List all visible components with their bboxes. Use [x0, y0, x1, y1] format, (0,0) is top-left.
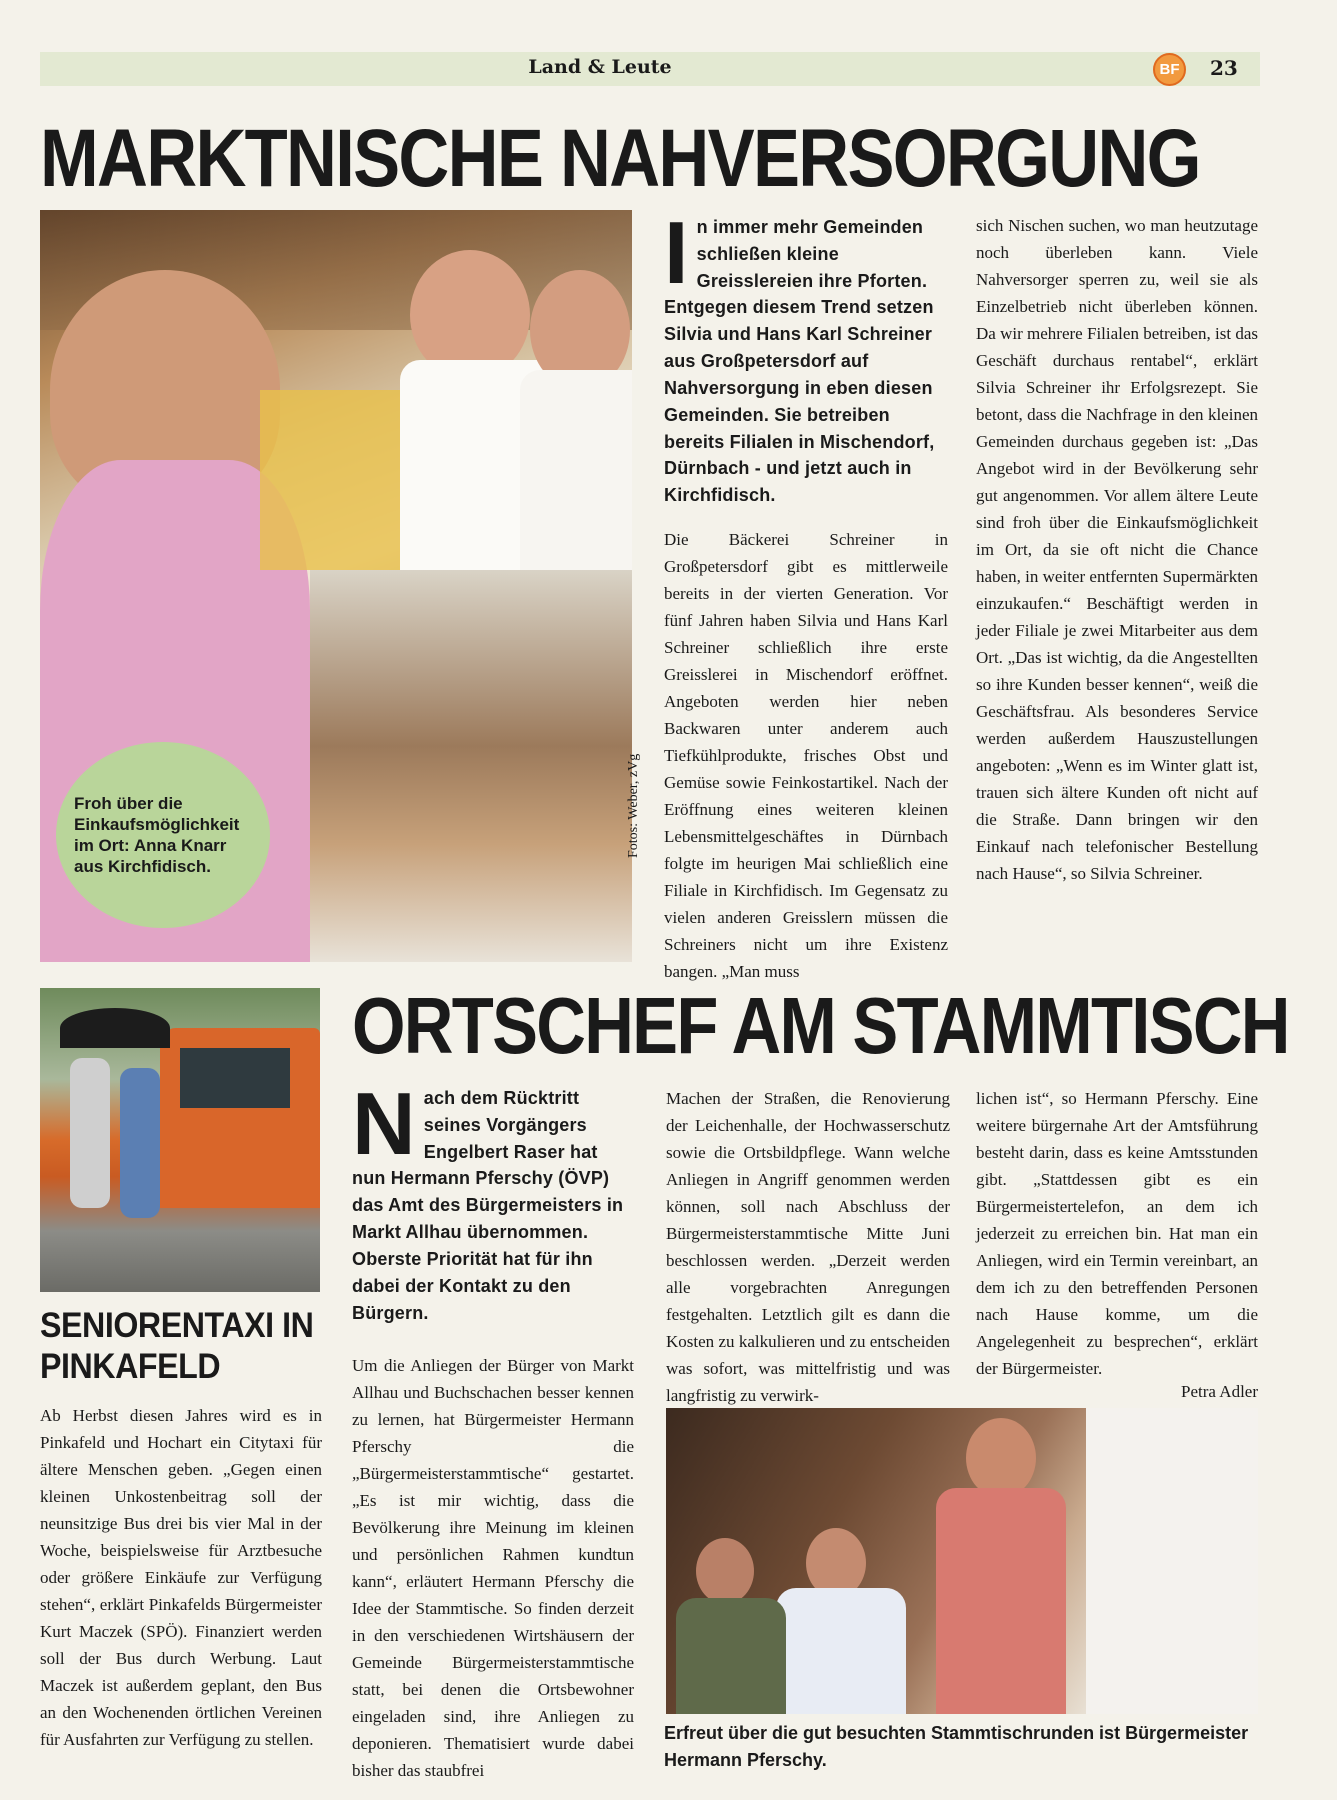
- body-column-1: Die Bäckerei Schreiner in Großpetersdorf gibt es mittlerweile bereits in der vierten Generation. Vor fünf Jahren haben Silvia und Hans Karl Schreiner schließlich ihre erste Greisslerei in Mischendorf eröffnet. Angeboten werden hier neben Backwaren unter anderem auch Tiefkühlprodukte, frisches Obst und Gemüse sowie Feinkostartikel. Nach der Eröffnung eines weiteren kleinen Lebensmittelgeschäftes in Dürnbach folgte im heurigen Mai schließlich eine Filiale in Kirchfidisch. Im Gegensatz zu vielen anderen Greisslern müssen die Schreiners nicht um ihre Existenz bangen. „Man muss: [664, 530, 948, 982]
- lead-paragraph-nahversorgung: [664, 203, 940, 509]
- headline-seniorentaxi: SENIORENTAXI IN PINKAFELD: [40, 1306, 314, 1387]
- lead-text: n immer mehr Gemeinden schließen kleine Greisslereien ihre Pforten. Entgegen diesem Trend setzen Silvia und Hans Karl Schreiner aus Großpetersdorf auf Nahversorgung in eben diesen Gemeinden. Sie betreiben bereits Filialen in Mischendorf, Dürnbach - und jetzt auch in Kirchfidisch.: [664, 217, 935, 506]
- drop-cap: N: [352, 1074, 416, 1173]
- headline-stammtisch: ORTSCHEF AM STAMMTISCH: [352, 981, 1289, 1070]
- body-column-stammtisch-1: Um die Anliegen der Bürger von Markt Allhau und Buchschachen besser kennen zu lernen, hat Bürgermeister Hermann Pferschy die „Bürgermeisterstammtische“ gestartet. „Es ist mir wichtig, dass die Bevölkerung ihre Meinung im kleinen und persönlichen Rahmen kundtun kann“, erläutert Hermann Pferschy die Idee der Stammtische. So finden derzeit in den verschiedenen Wirtshäusern der Gemeinde Bürgermeisterstammtische statt, bei denen die Ortsbewohner eingeladen sind, ihre Anliegen zu deponieren. Thematisiert wurde dabei bisher das staubfrei: [352, 1356, 634, 1781]
- body-column-2: sich Nischen suchen, wo man heutzutage noch überleben kann. Viele Nahversorger sperren zu, weil sie als Einzelbetrieb nicht überleben können. Da wir mehrere Filialen betreiben, ist das Geschäft durchaus rentabel“, erklärt Silvia Schreiner ihr Erfolgsrezept. Sie betont, dass die Nachfrage in den kleinen Gemeinden durchaus gegeben ist: „Das Angebot wird in der Bevölkerung sehr gut angenommen. Vor allem ältere Leute sind froh über die Einkaufsmöglichkeit im Ort, da sie oft nicht die Chance haben, in weiter entfernten Supermärkten einzukaufen.“ Beschäftigt werden in jeder Filiale je zwei Mitarbeiter aus dem Ort. „Das ist wichtig, da die Angestellten so ihre Kunden besser kennen“, weiß die Geschäftsfrau. Als besonderes Service werden außerdem Hauszustellungen angeboten: „Wenn es im Winter glatt ist, trauen sich ältere Kunden oft nicht auf die Straße. Dann bringen wir den Einkauf nach telefonischer Bestellung nach Hause“, so Silvia Schreiner.: [976, 216, 1258, 884]
- drop-cap: I: [664, 203, 689, 302]
- bf-logo: BF: [1153, 53, 1186, 86]
- image-caption-stammtisch: Erfreut über die gut besuchten Stammtischrunden ist Bürgermeister Hermann Pferschy.: [664, 1723, 1249, 1770]
- author-byline: Petra Adler: [1181, 1382, 1258, 1401]
- lead-text: ach dem Rücktritt seines Vorgängers Engelbert Raser hat nun Hermann Pferschy (ÖVP) das Amt des Bürgermeisters in Markt Allhau übernommen. Oberste Priorität hat für ihn dabei der Kontakt zu den Bürgern.: [352, 1088, 624, 1323]
- caption-bubble: [56, 742, 270, 928]
- section-title: Land & Leute: [528, 56, 672, 78]
- body-column-stammtisch-2: Machen der Straßen, die Renovierung der Leichenhalle, der Hochwasserschutz sowie die Ortsbildpflege. Wann welche Anliegen in Angriff genommen werden können, soll nach Abschluss der Bürgermeisterstammtische Mitte Juni beschlossen werden. „Derzeit werden alle vorgebrachten Anregungen festgehalten. Letztlich gilt es dann die Kosten zu kalkulieren und zu entscheiden was sofort, was mittelfristig und was langfristig zu verwirk-: [666, 1089, 950, 1406]
- photo-stammtisch: [666, 1408, 1258, 1714]
- page-number: 23: [1210, 56, 1238, 80]
- photo-seniorentaxi: [40, 988, 320, 1292]
- body-column-stammtisch-3: lichen ist“, so Hermann Pferschy. Eine weitere bürgernahe Art der Amtsführung besteht darin, dass es keine Amtsstunden gibt. „Stattdessen gibt es ein Bürgermeistertelefon, an dem ich jederzeit zu erreichen bin. Hat man ein Anliegen, wird ein Termin vereinbart, an dem ich zu den betreffenden Personen nach Hause komme, um die Angelegenheit zu besprechen“, erklärt der Bürgermeister.: [976, 1089, 1258, 1379]
- body-seniorentaxi: Ab Herbst diesen Jahres wird es in Pinkafeld und Hochart ein Citytaxi für ältere Menschen geben. „Gegen einen kleinen Unkostenbeitrag soll der neunsitzige Bus drei bis vier Mal in der Woche, beispielsweise für Arztbesuche oder größere Einkäufe zur Verfügung stehen“, erklärt Pinkafelds Bürgermeister Kurt Maczek (SPÖ). Finanziert werden soll der Bus durch Werbung. Laut Maczek ist außerdem geplant, den Bus an den Wochenenden örtlichen Vereinen für Ausfahrten zur Verfügung zu stellen.: [40, 1406, 322, 1750]
- image-caption-shop: Froh über die Einkaufsmöglichkeit im Ort: Anna Knarr aus Kirchfidisch.: [74, 793, 240, 877]
- lead-paragraph-stammtisch: [352, 1074, 634, 1326]
- headline-nahversorgung: MARKTNISCHE NAHVERSORGUNG: [40, 113, 1200, 204]
- photo-credit: Fotos: Weber, zVg: [626, 753, 641, 858]
